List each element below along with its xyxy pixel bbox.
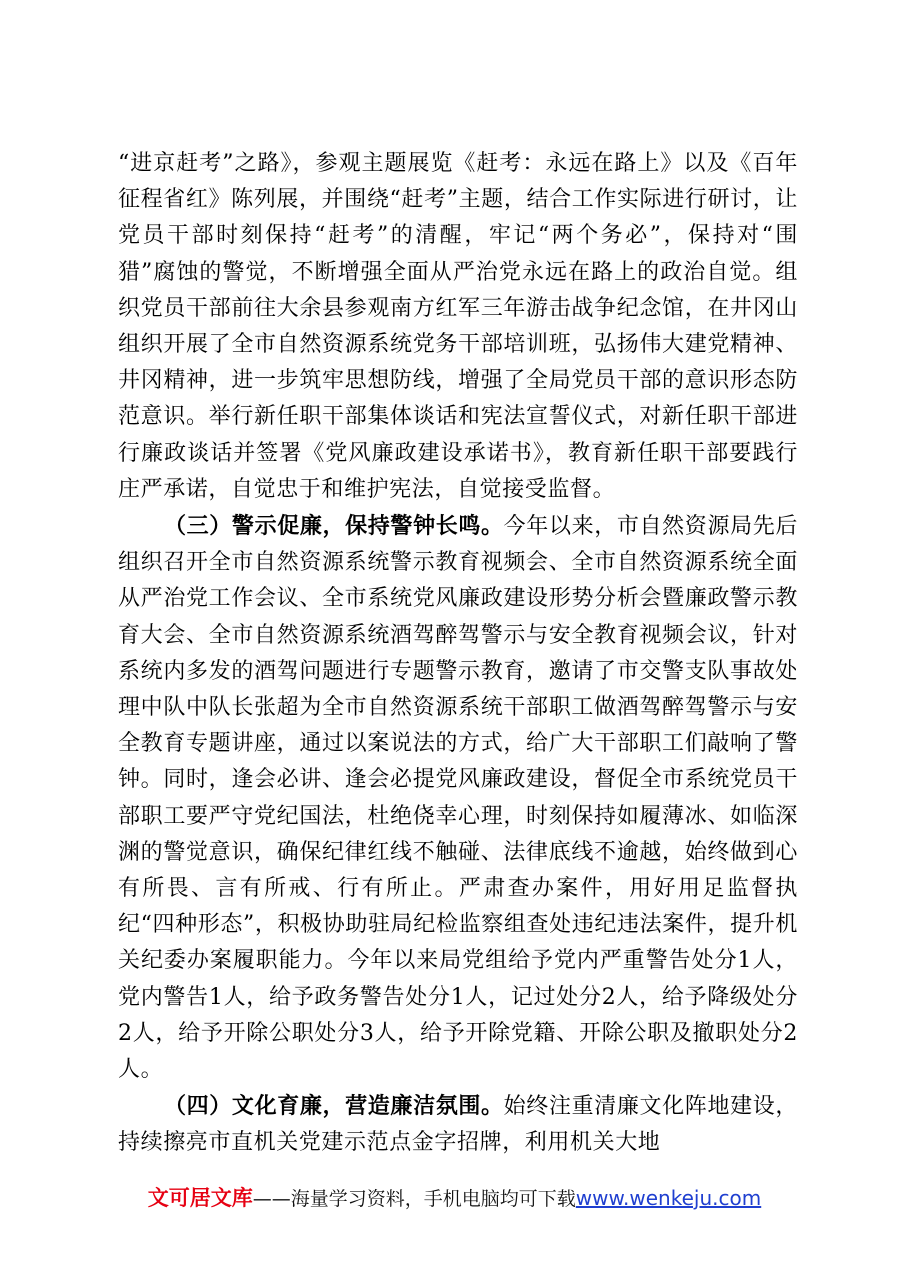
- footer-slogan: ——海量学习资料，手机电脑均可下载: [252, 1188, 576, 1210]
- section-heading-four: （四）文化育廉，营造廉洁氛围。: [164, 1093, 504, 1120]
- paragraph-section-four: [118, 1088, 798, 1161]
- footer-brand: 文可居文库: [147, 1186, 253, 1210]
- section-heading-three: （三）警示促廉，保持警钟长鸣。: [164, 513, 504, 540]
- document-body: [118, 146, 798, 1162]
- paragraph-continuation: [118, 146, 798, 508]
- footer-website-link[interactable]: www.wenkeju.com: [575, 1186, 762, 1210]
- paragraph-text: 今年以来，市自然资源局先后组织召开全市自然资源系统警示教育视频会、全市自然资源系统全面从严治党工作会议、全市系统党风廉政建设形势分析会暨廉政警示教育大会、全市自然资源系统酒驾醉驾警示与安全教育视频会议，针对系统内多发的酒驾问题进行专题警示教育，邀请了市交警支队事故处理中队中队长张超为全市自然资源系统干部职工做酒驾醉驾警示与安全教育专题讲座，通过以案说法的方式，给广大干部职工们敲响了警钟。同时，逢会必讲、逢会必提党风廉政建设，督促全市系统党员干部职工要严守党纪国法，杜绝侥幸心理，时刻保持如履薄冰、如临深渊的警觉意识，确保纪律红线不触碰、法律底线不逾越，始终做到心有所畏、言有所戒、行有所止。严肃查办案件，用好用足监督执纪“四种形态”，积极协助驻局纪检监察组查处违纪违法案件，提升机关纪委办案履职能力。今年以来局党组给予党内严重警告处分1人，党内警告1人，给予政务警告处分1人，记过处分2人，给予降级处分2人，给予开除公职处分3人，给予开除党籍、开除公职及撤职处分2人。: [118, 514, 798, 1083]
- paragraph-section-three: [118, 508, 798, 1088]
- paragraph-text: “进京赶考”之路》，参观主题展览《赶考：永远在路上》以及《百年征程省红》陈列展，并围绕“赶考”主题，结合工作实际进行研讨，让党员干部时刻保持“赶考”的清醒，牢记“两个务必”，保持对“围猎”腐蚀的警觉，不断增强全面从严治党永远在路上的政治自觉。组织党员干部前往大余县参观南方红军三年游击战争纪念馆，在井冈山组织开展了全市自然资源系统党务干部培训班，弘扬伟大建党精神、井冈精神，进一步筑牢思想防线，增强了全局党员干部的意识形态防范意识。举行新任职干部集体谈话和宪法宣誓仪式，对新任职干部进行廉政谈话并签署《党风廉政建设承诺书》，教育新任职干部要践行庄严承诺，自觉忠于和维护宪法，自觉接受监督。: [118, 151, 798, 502]
- paragraph-text: 始终注重清廉文化阵地建设，持续擦亮市直机关党建示范点金字招牌，利用机关大地: [118, 1094, 798, 1156]
- footer-banner: [0, 1184, 909, 1213]
